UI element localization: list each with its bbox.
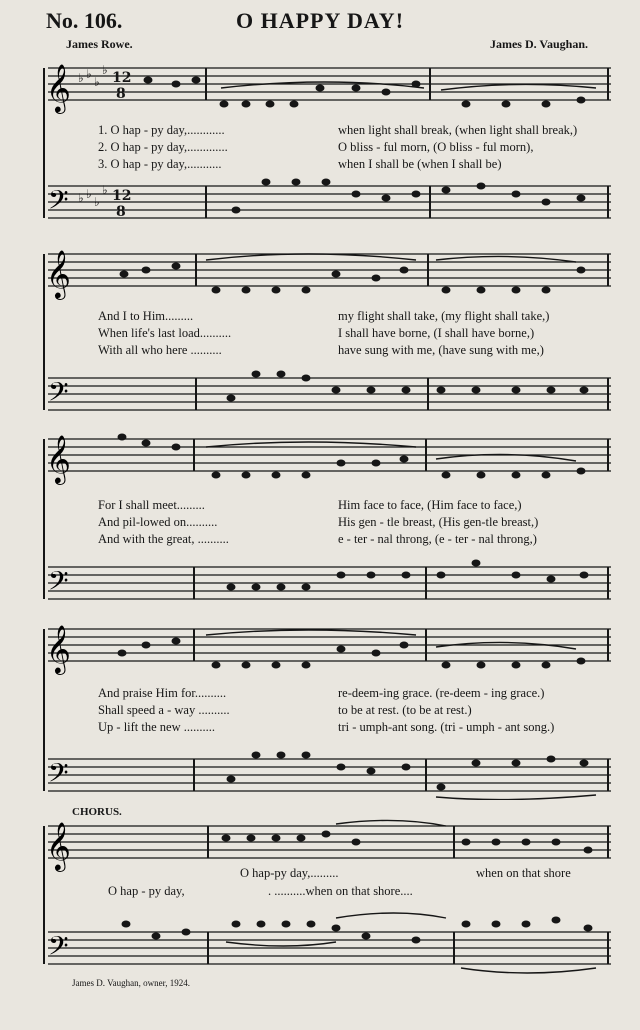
time-signature-top: 12 [112, 70, 132, 86]
lyric-line: And pil-lowed on.......... His gen - tle breast, (His gen-tle breast,) [98, 515, 539, 529]
bass-clef-icon: 𝄢 [48, 930, 69, 968]
lyric-line: Shall speed a - way .......... to be at rest. (to be at rest.) [98, 703, 472, 717]
system-3 [36, 425, 616, 605]
time-signature-top-bass: 12 [112, 188, 132, 204]
bass-clef-icon: 𝄢 [48, 757, 69, 795]
flat-sign-5: ♭ [78, 191, 84, 205]
lyric-line: Up - lift the new .......... tri - umph-ant song. (tri - umph - ant song.) [98, 720, 555, 734]
hymn-author: James Rowe. [66, 37, 133, 51]
verse-lyrics-system-3 [98, 497, 640, 548]
lyric-line: 3. O hap - py day,........... when I shall be (when I shall be) [98, 157, 502, 171]
lyric-line: With all who here .......... have sung with me, (have sung with me,) [98, 343, 544, 357]
hymn-composer: James D. Vaughan. [489, 37, 588, 51]
hymn-header [0, 0, 640, 56]
flat-sign-6: ♭ [86, 187, 92, 201]
flat-sign-7: ♭ [94, 195, 100, 209]
lyric-line: 2. O hap - py day,............. O bliss - ful morn, (O bliss - ful morn), [98, 140, 534, 154]
system-4 [36, 615, 616, 800]
system-2 [36, 240, 616, 415]
hymn-number: No. 106. [46, 8, 123, 33]
system-1 [36, 58, 616, 228]
lyric-line: For I shall meet......... Him face to face, (Him face to face,) [98, 498, 522, 512]
chorus-label: CHORUS. [72, 806, 122, 818]
chorus-system [36, 818, 616, 978]
treble-clef-icon: 𝄞 [46, 624, 71, 673]
flat-sign-1: ♭ [78, 71, 84, 85]
time-signature-bottom-bass: 8 [116, 204, 126, 220]
hymn-title: O HAPPY DAY! [235, 8, 405, 33]
treble-clef-icon: 𝄞 [46, 434, 71, 483]
treble-clef-icon: 𝄞 [46, 821, 71, 870]
chorus-lower-lyric-1: O hap - py day, [108, 884, 185, 898]
lyric-line: And with the great, .......... e - ter - nal throng, (e - ter - nal throng,) [98, 532, 537, 546]
verse-lyrics-system-4 [98, 685, 640, 736]
chorus-upper-lyric-2: when on that shore [476, 866, 571, 880]
chorus-upper-lyric-1: O hap-py day,......... [240, 866, 339, 880]
time-signature-bottom: 8 [116, 86, 126, 102]
bass-clef-icon: 𝄢 [48, 376, 69, 414]
lyric-line: 1. O hap - py day,............ when light shall break, (when light shall break,) [98, 123, 578, 137]
lyric-line: When life's last load.......... I shall have borne, (I shall have borne,) [98, 326, 535, 340]
bass-clef-icon: 𝄢 [48, 565, 69, 603]
lyric-line: And I to Him......... my flight shall take, (my flight shall take,) [98, 309, 550, 323]
verse-lyrics-system-1 [98, 122, 640, 173]
flat-sign-3: ♭ [94, 75, 100, 89]
copyright-notice: James D. Vaughan, owner, 1924. [72, 978, 190, 988]
flat-sign-8: ♭ [102, 183, 108, 197]
flat-sign-2: ♭ [86, 67, 92, 81]
bass-clef-icon: 𝄢 [48, 184, 69, 222]
flat-sign-4: ♭ [102, 63, 108, 77]
verse-lyrics-system-2 [98, 308, 640, 359]
treble-clef-icon: 𝄞 [46, 249, 71, 298]
chorus-lower-lyric-2: . ..........when on that shore.... [268, 884, 413, 898]
treble-clef-icon: 𝄞 [46, 63, 71, 112]
lyric-line: And praise Him for.......... re-deem-ing grace. (re-deem - ing grace.) [98, 686, 545, 700]
